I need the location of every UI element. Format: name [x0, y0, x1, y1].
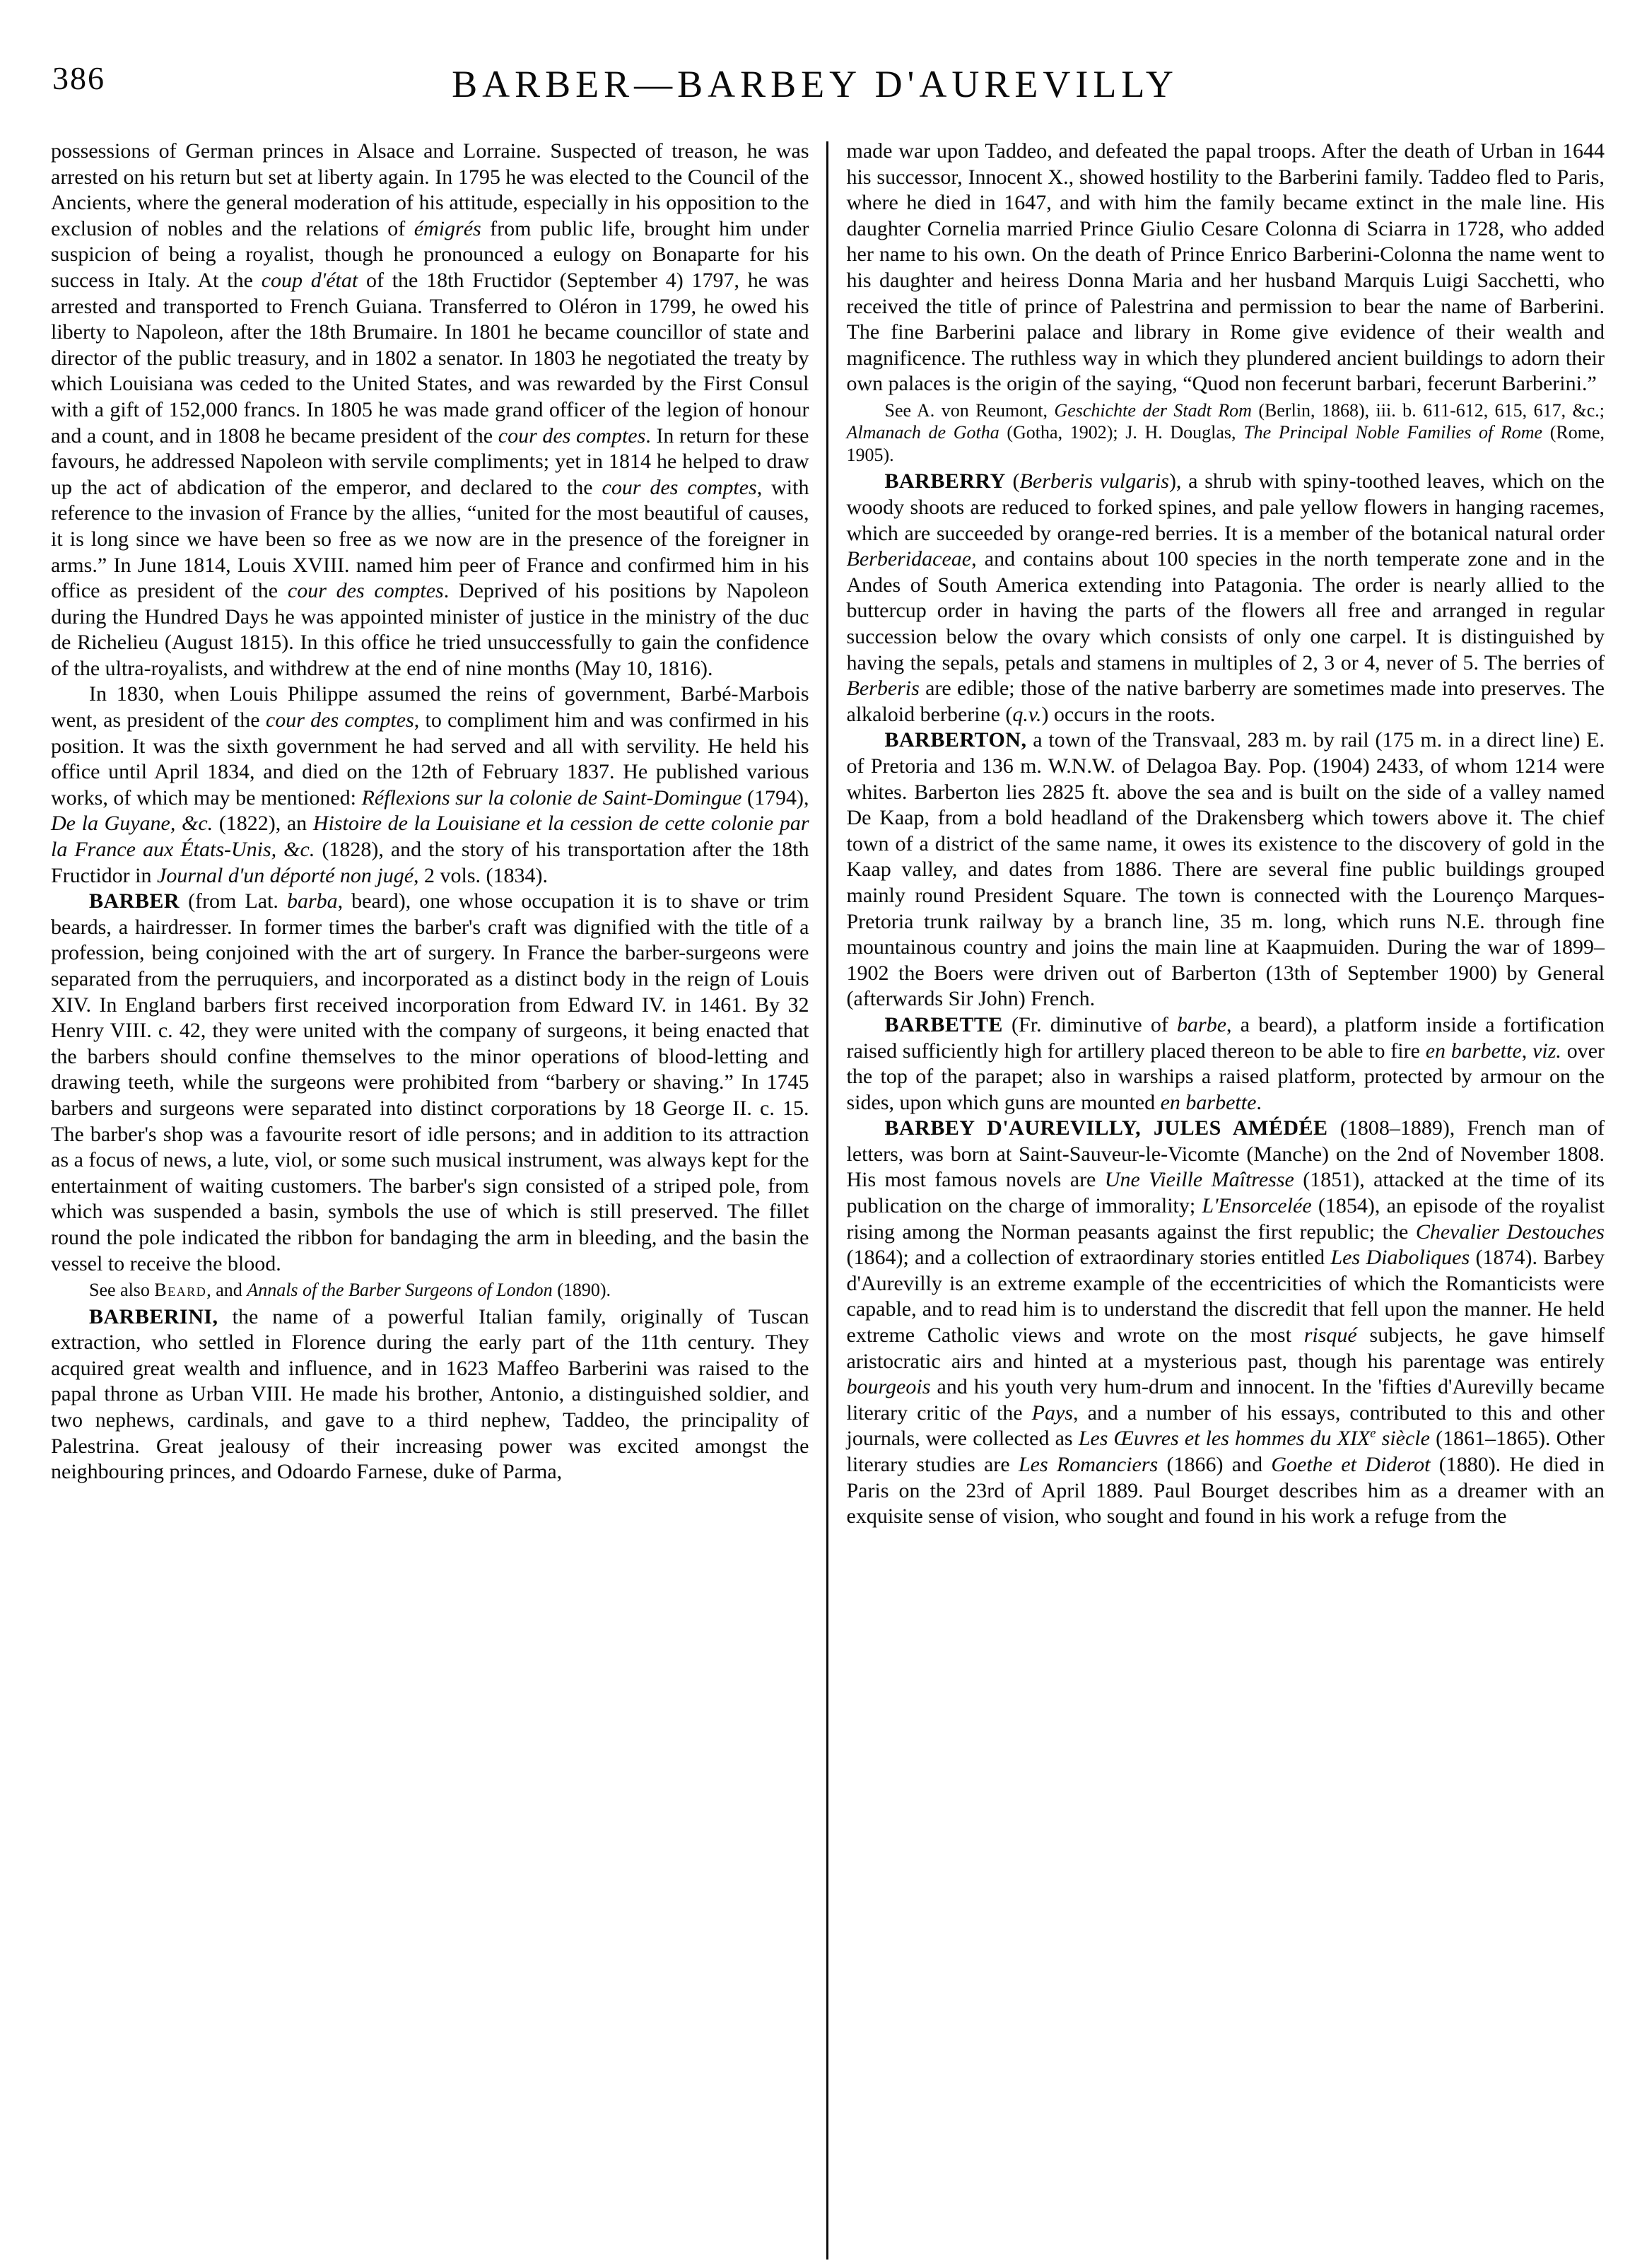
article-paragraph: made war upon Taddeo, and defeated the papal troops. After the death of Urban in 1644 his successor, Innocent X., showed hostility to the Barberini family. Taddeo fled to Paris, where he died in 1647, and with him the family became extinct in the male line. His daughter Cornelia married Prince Giulio Cesare Colonna di Sciarra in 1728, who added her name to his own. On the death of Prince Enrico Barberini-Colonna the name went to his daughter and heiress Donna Maria and her husband Marquis Luigi Sacchetti, who received the title of prince of Palestrina and permission to bear the name of Barberini. The fine Barberini palace and library in Rome give evidence of their wealth and magnificence. The ruthless way in which they plundered ancient buildings to adorn their own palaces is the origin of the saying, “Quod non fecerunt barbari, fecerunt Barberini.” [846, 139, 1605, 396]
article-paragraph: BARBEY D'AUREVILLY, JULES AMÉDÉE (1808–1889), French man of letters, was born at Saint-Sauveur-le-Vicomte (Manche) on the 2nd of November 1808. His most famous novels are Une Vieille Maîtresse (1851), attacked at the time of its publication on the charge of immorality; L'Ensorcelée (1854), an episode of the royalist rising among the Norman peasants against the first republic; the Chevalier Destouches (1864); and a collection of extraordinary stories entitled Les Diaboliques (1874). Barbey d'Aurevilly is an extreme example of the eccentricities of which the Romanticists were capable, and to read him is to understand the discredit that fell upon the manner. He held extreme Catholic views and wrote on the most risqué subjects, he gave himself aristocratic airs and hinted at a mysterious past, though his parentage was entirely bourgeois and his youth very hum-drum and innocent. In the 'fifties d'Aurevilly became literary critic of the Pays, and a number of his essays, contributed to this and other journals, were collected as Les Œuvres et les hommes du XIXe siècle (1861–1865). Other literary studies are Les Romanciers (1866) and Goethe et Diderot (1880). He died in Paris on the 23rd of April 1889. Paul Bourget describes him as a dreamer with an exquisite sense of vision, who sought and found in his work a refuge from the [846, 1116, 1605, 1528]
right-column [828, 139, 1605, 2260]
page-title: BARBER—BARBEY D'AUREVILLY [452, 63, 1178, 105]
bibliography-note: See also Beard, and Annals of the Barber Surgeons of London (1890). [89, 1280, 611, 1301]
article-paragraph: BARBER (from Lat. barba, beard), one whose occupation it is to shave or trim beards, a hairdresser. In former times the barber's craft was dignified with the title of a profession, being conjoined with the art of surgery. In France the barber-surgeons were separated from the perruquiers, and incorporated as a distinct body in the reign of Louis XIV. In England barbers first received incorporation from Edward IV. in 1461. By 32 Henry VIII. c. 42, they were united with the company of surgeons, it being enacted that the barbers should confine themselves to the minor operations of blood-letting and drawing teeth, while the surgeons were prohibited from “barbery or shaving.” In 1745 barbers and surgeons were separated into distinct corporations by 18 George II. c. 15. The barber's shop was a favourite resort of idle persons; and in addition to its attraction as a focus of news, a lute, viol, or some such musical instrument, was always kept for the entertainment of waiting customers. The barber's sign consisted of a striped pole, from which was suspended a basin, symbols the use of which is still preserved. The fillet round the pole indicated the ribbon for bandaging the arm in bleeding, and the basin the vessel to receive the blood. [51, 889, 809, 1275]
article-paragraph: BARBERINI, the name of a powerful Italian family, originally of Tuscan extraction, who settled in Florence during the early part of the 11th century. They acquired great wealth and influence, and in 1623 Maffeo Barberini was raised to the papal throne as Urban VIII. He made his brother, Antonio, a distinguished soldier, and two nephews, cardinals, and gave to a third nephew, Taddeo, the principality of Palestrina. Great jealousy of their increasing power was excited amongst the neighbouring princes, and Odoardo Farnese, duke of Parma, [51, 1304, 809, 1484]
bibliography-note: See A. von Reumont, Geschichte der Stadt Rom (Berlin, 1868), iii. b. 611-612, 615, 617, &c.; Almanach de Gotha (Gotha, 1902); J. H. Douglas, The Principal Noble Families of Rome (Rome, 1905). [846, 399, 1605, 465]
article-paragraph: BARBETTE (Fr. diminutive of barbe, a beard), a platform inside a fortification raised sufficiently high for artillery placed thereon to be able to fire en barbette, viz. over the top of the parapet; also in warships a raised platform, protected by armour on the sides, upon which guns are mounted en barbette. [846, 1012, 1605, 1114]
article-paragraph: In 1830, when Louis Philippe assumed the reins of government, Barbé-Marbois went, as president of the cour des comptes, to compliment him and was confirmed in his position. It was the sixth government he had served and all with servility. He held his office until April 1834, and died on the 12th of February 1837. He published various works, of which may be mentioned: Réflexions sur la colonie de Saint-Domingue (1794), De la Guyane, &c. (1822), an Histoire de la Louisiane et la cession de cette colonie par la France aux États-Unis, &c. (1828), and the story of his transportation after the 18th Fructidor in Journal d'un déporté non jugé, 2 vols. (1834). [51, 682, 809, 887]
left-column [51, 139, 826, 2260]
running-head [0, 0, 1630, 139]
article-paragraph: BARBERTON, a town of the Transvaal, 283 m. by rail (175 m. in a direct line) E. of Pretoria and 136 m. W.N.W. of Delagoa Bay. Pop. (1904) 2433, of whom 1214 were whites. Barberton lies 2825 ft. above the sea and is built on the side of a valley named De Kaap, from a bold headland of the Drakensberg which towers above it. The chief town of a district of the same name, it owes its existence to the discovery of gold in the Kaap valley, and dates from 1886. There are several fine public buildings grouped mainly round President Square. The town is connected with the Lourenço Marques-Pretoria trunk railway by a branch line, 35 m. long, which runs N.E. through fine mountainous country and joins the main line at Kaapmuiden. During the war of 1899–1902 the Boers were driven out of Barberton (13th of September 1900) by General (afterwards Sir John) French. [846, 728, 1605, 1011]
article-paragraph: possessions of German princes in Alsace and Lorraine. Suspected of treason, he was arrested on his return but set at liberty again. In 1795 he was elected to the Council of the Ancients, where the general moderation of his attitude, especially in his opposition to the exclusion of nobles and the relations of émigrés from public life, brought him under suspicion of being a royalist, though he pronounced a eulogy on Bonaparte for his success in Italy. At the coup d'état of the 18th Fructidor (September 4) 1797, he was arrested and transported to French Guiana. Transferred to Oléron in 1799, he owed his liberty to Napoleon, after the 18th Brumaire. In 1801 he became councillor of state and director of the public treasury, and in 1802 a senator. In 1803 he negotiated the treaty by which Louisiana was ceded to the United States, and was rewarded by the First Consul with a gift of 152,000 francs. In 1805 he was made grand officer of the legion of honour and a count, and in 1808 he became president of the cour des comptes. In return for these favours, he addressed Napoleon with servile compliments; yet in 1814 he helped to draw up the act of abdication of the emperor, and declared to the cour des comptes, with reference to the invasion of France by the allies, “united for the most beautiful of causes, it is long since we have been so free as we now are in the presence of the foreigner in arms.” In June 1814, Louis XVIII. named him peer of France and confirmed him in his office as president of the cour des comptes. Deprived of his positions by Napoleon during the Hundred Days he was appointed minister of justice in the ministry of the duc de Richelieu (August 1815). In this office he tried unsuccessfully to gain the confidence of the ultra-royalists, and withdrew at the end of nine months (May 10, 1816). [51, 139, 809, 680]
two-column-text [0, 139, 1630, 2260]
article-paragraph: BARBERRY (Berberis vulgaris), a shrub with spiny-toothed leaves, which on the woody shoots are reduced to forked spines, and pale yellow flowers in hanging racemes, which are succeeded by orange-red berries. It is a member of the botanical natural order Berberidaceae, and contains about 100 species in the north temperate zone and in the Andes of South America extending into Patagonia. The order is nearly allied to the buttercup order in having the parts of the flowers all free and arranged in regular succession below the ovary which consists of only one carpel. It is distinguished by having the sepals, petals and stamens in multiples of 2, 3 or 4, never of 5. The berries of Berberis are edible; those of the native barberry are sometimes made into preserves. The alkaloid berberine (q.v.) occurs in the roots. [846, 469, 1605, 726]
page-number: 386 [52, 60, 105, 96]
